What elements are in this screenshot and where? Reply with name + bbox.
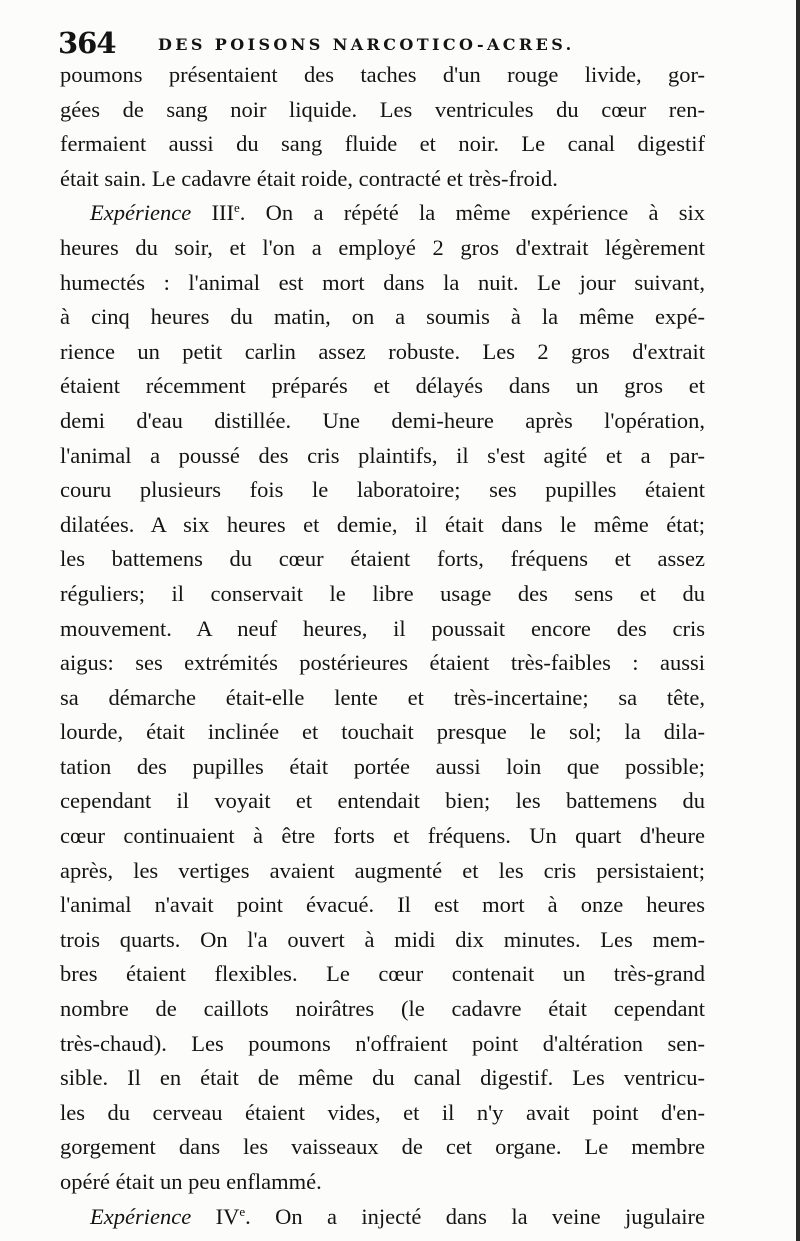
text-line: gorgement dans les vaisseaux de cet organe. Le membre — [60, 1134, 705, 1160]
text-line: opéré était un peu enflammé. — [60, 1169, 322, 1194]
page-header — [58, 26, 718, 62]
text-line: nombre de caillots noirâtres (le cadavre était cependant — [60, 996, 705, 1022]
text-line: rience un petit carlin assez robuste. Les 2 gros d'extrait — [60, 338, 705, 364]
text-line: lourde, était inclinée et touchait presque le sol; la dila- — [60, 719, 705, 745]
text-line: à cinq heures du matin, on a soumis à la même expé- — [60, 304, 705, 330]
experiment-numeral-sup: e — [233, 200, 240, 216]
text-line: couru plusieurs fois le laboratoire; ses pupilles étaient — [60, 477, 705, 503]
text-line: gées de sang noir liquide. Les ventricules du cœur ren- — [60, 96, 705, 122]
experiment-heading-line — [60, 196, 705, 231]
text-line: demi d'eau distillée. Une demi-heure après l'opération, — [60, 407, 705, 433]
text-line: l'animal a poussé des cris plaintifs, il s'est agité et a par- — [60, 442, 705, 468]
experiment-heading-line — [60, 1200, 705, 1235]
text-line: fermaient aussi du sang fluide et noir. Le canal digestif — [60, 131, 705, 157]
text-line: était sain. Le cadavre était roide, contracté et très-froid. — [60, 165, 558, 191]
text-line: tation des pupilles était portée aussi loin que possible; — [60, 753, 705, 779]
text-line: cœur continuaient à être forts et fréquens. Un quart d'heure — [60, 823, 705, 849]
text-line: l'animal n'avait point évacué. Il est mort à onze heures — [60, 892, 705, 918]
text-line: les du cerveau étaient vides, et il n'y avait point d'en- — [60, 1099, 705, 1125]
experiment-numeral-sup: e — [239, 1203, 246, 1219]
text-line: sible. Il en était de même du canal digestif. Les ventricu- — [60, 1065, 705, 1091]
text-line: les battemens du cœur étaient forts, fréquens et assez — [60, 546, 705, 572]
text-line: humectés : l'animal est mort dans la nuit. Le jour suivant, — [60, 269, 705, 295]
text-line: dilatées. A six heures et demie, il était dans le même état; — [60, 511, 705, 537]
experiment-numeral: IV — [215, 1203, 240, 1229]
text-line: réguliers; il conservait le libre usage des sens et du — [60, 580, 705, 606]
text-line: bres étaient flexibles. Le cœur contenait un très-grand — [60, 961, 705, 987]
experiment-label: Expérience — [90, 200, 192, 226]
text-line: très-chaud). Les poumons n'offraient point d'altération sen- — [60, 1030, 705, 1056]
text-line: trois quarts. On l'a ouvert à midi dix minutes. Les mem- — [60, 926, 705, 952]
text-line: heures du soir, et l'on a employé 2 gros d'extrait légèrement — [60, 234, 705, 260]
text-line: mouvement. A neuf heures, il poussait encore des cris — [60, 615, 705, 641]
text-line: étaient récemment préparés et délayés dans un gros et — [60, 373, 705, 399]
body-text — [60, 58, 705, 1234]
experiment-text: . On a injecté dans la veine jugulaire — [245, 1203, 706, 1229]
experiment-numeral: III — [211, 200, 234, 226]
experiment-text: . On a répété la même expérience à six — [239, 200, 706, 226]
text-line: cependant il voyait et entendait bien; les battemens du — [60, 788, 705, 814]
text-line: aigus: ses extrémités postérieures étaient très-faibles : aussi — [60, 650, 705, 676]
text-line: poumons présentaient des taches d'un rouge livide, gor- — [60, 62, 705, 87]
page-number: 364 — [58, 26, 116, 60]
experiment-label: Expérience — [90, 1203, 192, 1229]
text-line: sa démarche était-elle lente et très-incertaine; sa tête, — [60, 684, 705, 710]
text-line: après, les vertiges avaient augmenté et les cris persistaient; — [60, 857, 705, 883]
page-edge — [796, 0, 800, 1241]
running-title: DES POISONS NARCOTICO-ACRES. — [158, 35, 575, 54]
